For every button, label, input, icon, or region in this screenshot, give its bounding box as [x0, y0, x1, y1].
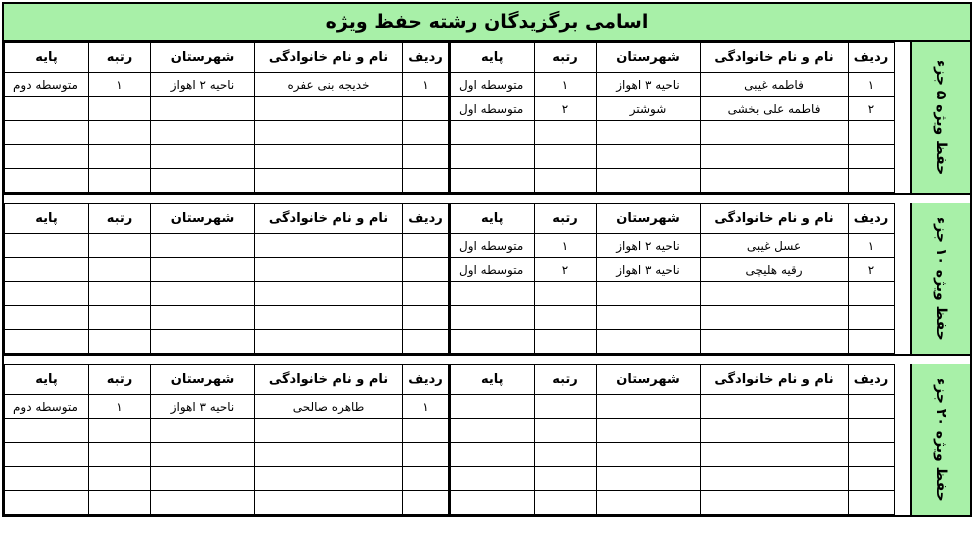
- table-row: [450, 395, 894, 419]
- table-row: [5, 282, 449, 306]
- section-separator: [2, 356, 972, 364]
- winners-table-left: [4, 364, 449, 515]
- cell-grade: [450, 169, 534, 193]
- cell-city: [151, 419, 255, 443]
- cell-grade: [5, 145, 89, 169]
- cell-city: [151, 169, 255, 193]
- cell-city: [151, 491, 255, 515]
- cell-city: ناحیه ۳ اهواز: [596, 73, 700, 97]
- cell-grade: [5, 169, 89, 193]
- section-label: حفظ ویژه ۲۰ جزء: [933, 377, 949, 502]
- cell-radif: [848, 169, 894, 193]
- cell-city: [596, 419, 700, 443]
- section-label: حفظ ویژه ۱۰ جزء: [933, 216, 949, 341]
- winners-table-right: [449, 203, 895, 354]
- cell-radif: ۲: [848, 258, 894, 282]
- cell-name: [255, 306, 403, 330]
- table-header-row: [450, 204, 894, 234]
- table-row: [5, 395, 449, 419]
- table-row: [450, 97, 894, 121]
- cell-radif: [403, 234, 449, 258]
- cell-radif: ۱: [403, 395, 449, 419]
- table-header-row: [450, 43, 894, 73]
- cell-grade: [450, 467, 534, 491]
- cell-grade: [5, 234, 89, 258]
- cell-grade: [5, 419, 89, 443]
- cell-name: [255, 121, 403, 145]
- cell-grade: [450, 395, 534, 419]
- section-3: [2, 364, 972, 517]
- cell-grade: متوسطه اول: [450, 73, 534, 97]
- cell-name: رقیه هلیچی: [700, 258, 848, 282]
- cell-name: [700, 169, 848, 193]
- table-row: [5, 73, 449, 97]
- cell-radif: [848, 145, 894, 169]
- table-row: [5, 234, 449, 258]
- cell-rank: [89, 97, 151, 121]
- cell-radif: [848, 491, 894, 515]
- section-tables: [4, 42, 910, 193]
- table-header-row: [5, 43, 449, 73]
- cell-rank: [89, 145, 151, 169]
- cell-radif: [403, 330, 449, 354]
- cell-radif: [403, 145, 449, 169]
- cell-grade: [5, 443, 89, 467]
- cell-grade: [5, 467, 89, 491]
- cell-grade: [5, 491, 89, 515]
- cell-radif: [403, 419, 449, 443]
- column-header-name: نام و نام خانوادگی: [700, 365, 848, 395]
- cell-grade: [450, 443, 534, 467]
- section-label-cell: [910, 203, 970, 354]
- cell-city: [151, 330, 255, 354]
- cell-name: [255, 443, 403, 467]
- column-header-name: نام و نام خانوادگی: [700, 43, 848, 73]
- cell-grade: [450, 121, 534, 145]
- table-row: [5, 145, 449, 169]
- column-header-radif: ردیف: [848, 43, 894, 73]
- cell-rank: [534, 330, 596, 354]
- cell-name: عسل غیبی: [700, 234, 848, 258]
- table-row: [5, 97, 449, 121]
- cell-city: ناحیه ۲ اهواز: [151, 73, 255, 97]
- column-header-grade: پایه: [450, 43, 534, 73]
- column-header-rank: رتبه: [534, 43, 596, 73]
- cell-grade: متوسطه اول: [450, 97, 534, 121]
- cell-radif: ۲: [848, 97, 894, 121]
- section-2: [2, 203, 972, 356]
- column-header-grade: پایه: [5, 204, 89, 234]
- column-header-grade: پایه: [5, 43, 89, 73]
- cell-radif: ۱: [848, 73, 894, 97]
- cell-radif: ۱: [403, 73, 449, 97]
- cell-name: [255, 145, 403, 169]
- cell-radif: [403, 306, 449, 330]
- cell-city: [596, 169, 700, 193]
- cell-name: [255, 467, 403, 491]
- cell-rank: [89, 467, 151, 491]
- cell-rank: ۱: [89, 73, 151, 97]
- column-header-name: نام و نام خانوادگی: [700, 204, 848, 234]
- table-header-row: [450, 365, 894, 395]
- cell-grade: [5, 282, 89, 306]
- table-row: [450, 419, 894, 443]
- cell-rank: ۲: [534, 258, 596, 282]
- column-header-radif: ردیف: [403, 365, 449, 395]
- winners-table-right: [449, 364, 895, 515]
- cell-radif: [403, 491, 449, 515]
- section-label-cell: [910, 364, 970, 515]
- table-row: [450, 306, 894, 330]
- cell-grade: [5, 97, 89, 121]
- table-row: [450, 169, 894, 193]
- cell-city: [151, 467, 255, 491]
- cell-name: [700, 282, 848, 306]
- column-header-grade: پایه: [450, 204, 534, 234]
- cell-radif: [848, 467, 894, 491]
- cell-grade: [5, 330, 89, 354]
- column-header-name: نام و نام خانوادگی: [255, 365, 403, 395]
- table-row: [450, 145, 894, 169]
- cell-name: [700, 145, 848, 169]
- cell-name: [255, 419, 403, 443]
- cell-city: [151, 234, 255, 258]
- winners-table-left: [4, 203, 449, 354]
- cell-city: [151, 282, 255, 306]
- cell-name: [700, 443, 848, 467]
- cell-rank: [534, 443, 596, 467]
- cell-name: [700, 467, 848, 491]
- cell-grade: متوسطه اول: [450, 258, 534, 282]
- cell-radif: [403, 169, 449, 193]
- column-header-radif: ردیف: [403, 43, 449, 73]
- cell-name: [700, 419, 848, 443]
- section-1: [2, 42, 972, 195]
- cell-name: [700, 306, 848, 330]
- column-header-grade: پایه: [450, 365, 534, 395]
- cell-city: [596, 121, 700, 145]
- table-row: [5, 330, 449, 354]
- cell-radif: [848, 121, 894, 145]
- cell-city: [151, 258, 255, 282]
- cell-name: [255, 169, 403, 193]
- cell-radif: [403, 121, 449, 145]
- column-header-rank: رتبه: [89, 365, 151, 395]
- cell-grade: [450, 306, 534, 330]
- cell-name: خدیجه بنی عفره: [255, 73, 403, 97]
- cell-rank: [534, 306, 596, 330]
- cell-radif: [403, 467, 449, 491]
- table-row: [450, 467, 894, 491]
- cell-name: [700, 121, 848, 145]
- cell-radif: [403, 97, 449, 121]
- section-separator: [2, 195, 972, 203]
- cell-city: [151, 97, 255, 121]
- column-header-city: شهرستان: [151, 365, 255, 395]
- column-header-city: شهرستان: [151, 43, 255, 73]
- table-row: [5, 169, 449, 193]
- cell-radif: [403, 258, 449, 282]
- cell-rank: ۱: [89, 395, 151, 419]
- cell-city: [151, 145, 255, 169]
- sections-container: [2, 42, 972, 517]
- column-header-city: شهرستان: [596, 204, 700, 234]
- cell-grade: [450, 491, 534, 515]
- cell-name: [255, 282, 403, 306]
- cell-name: [255, 491, 403, 515]
- section-tables: [4, 364, 910, 515]
- cell-radif: ۱: [848, 234, 894, 258]
- table-row: [450, 330, 894, 354]
- cell-city: [596, 330, 700, 354]
- cell-rank: [89, 443, 151, 467]
- cell-city: [596, 306, 700, 330]
- cell-city: [151, 306, 255, 330]
- cell-city: ناحیه ۲ اهواز: [596, 234, 700, 258]
- table-row: [5, 258, 449, 282]
- cell-radif: [848, 443, 894, 467]
- cell-rank: [534, 467, 596, 491]
- cell-city: [151, 121, 255, 145]
- cell-rank: [89, 282, 151, 306]
- cell-rank: [534, 419, 596, 443]
- winners-table-left: [4, 42, 449, 193]
- column-header-radif: ردیف: [848, 365, 894, 395]
- column-header-name: نام و نام خانوادگی: [255, 204, 403, 234]
- cell-radif: [403, 443, 449, 467]
- cell-name: [255, 234, 403, 258]
- cell-city: ناحیه ۳ اهواز: [596, 258, 700, 282]
- table-header-row: [5, 204, 449, 234]
- table-row: [450, 73, 894, 97]
- cell-rank: [534, 145, 596, 169]
- cell-name: [700, 395, 848, 419]
- cell-city: [596, 282, 700, 306]
- cell-city: [596, 491, 700, 515]
- table-row: [450, 282, 894, 306]
- cell-grade: [450, 282, 534, 306]
- cell-city: [596, 395, 700, 419]
- cell-name: [255, 97, 403, 121]
- cell-name: فاطمه علی بخشی: [700, 97, 848, 121]
- cell-radif: [848, 282, 894, 306]
- table-row: [450, 491, 894, 515]
- cell-city: [596, 467, 700, 491]
- column-header-city: شهرستان: [151, 204, 255, 234]
- section-label-cell: [910, 42, 970, 193]
- column-header-rank: رتبه: [89, 43, 151, 73]
- column-header-radif: ردیف: [848, 204, 894, 234]
- column-header-grade: پایه: [5, 365, 89, 395]
- cell-grade: [450, 330, 534, 354]
- cell-name: طاهره صالحی: [255, 395, 403, 419]
- cell-rank: [89, 330, 151, 354]
- cell-grade: [450, 419, 534, 443]
- cell-rank: [89, 258, 151, 282]
- column-header-rank: رتبه: [89, 204, 151, 234]
- cell-grade: [450, 145, 534, 169]
- table-row: [450, 443, 894, 467]
- cell-name: [700, 330, 848, 354]
- column-header-radif: ردیف: [403, 204, 449, 234]
- cell-city: [596, 443, 700, 467]
- cell-radif: [848, 419, 894, 443]
- column-header-city: شهرستان: [596, 365, 700, 395]
- column-header-rank: رتبه: [534, 365, 596, 395]
- cell-grade: [5, 258, 89, 282]
- cell-name: [255, 330, 403, 354]
- cell-rank: ۲: [534, 97, 596, 121]
- cell-rank: [89, 169, 151, 193]
- cell-city: شوشتر: [596, 97, 700, 121]
- cell-name: [700, 491, 848, 515]
- cell-grade: متوسطه دوم: [5, 395, 89, 419]
- cell-radif: [848, 395, 894, 419]
- table-row: [5, 121, 449, 145]
- page-title: اسامی برگزیدگان رشته حفظ ویژه: [2, 2, 972, 42]
- table-row: [450, 234, 894, 258]
- table-header-row: [5, 365, 449, 395]
- cell-rank: ۱: [534, 73, 596, 97]
- cell-grade: متوسطه دوم: [5, 73, 89, 97]
- cell-name: [255, 258, 403, 282]
- cell-name: فاطمه غیبی: [700, 73, 848, 97]
- table-row: [450, 121, 894, 145]
- document: [2, 2, 972, 517]
- cell-rank: [534, 121, 596, 145]
- table-row: [5, 306, 449, 330]
- cell-grade: [5, 121, 89, 145]
- cell-rank: [534, 169, 596, 193]
- table-row: [5, 467, 449, 491]
- cell-grade: متوسطه اول: [450, 234, 534, 258]
- cell-city: [151, 443, 255, 467]
- cell-rank: [89, 419, 151, 443]
- cell-city: [596, 145, 700, 169]
- table-row: [450, 258, 894, 282]
- column-header-rank: رتبه: [534, 204, 596, 234]
- section-label: حفظ ویژه ۵ جزء: [933, 59, 949, 176]
- column-header-name: نام و نام خانوادگی: [255, 43, 403, 73]
- cell-radif: [848, 330, 894, 354]
- cell-rank: ۱: [534, 234, 596, 258]
- cell-rank: [534, 491, 596, 515]
- cell-rank: [534, 395, 596, 419]
- cell-grade: [5, 306, 89, 330]
- cell-rank: [89, 121, 151, 145]
- winners-table-right: [449, 42, 895, 193]
- cell-city: ناحیه ۳ اهواز: [151, 395, 255, 419]
- table-row: [5, 419, 449, 443]
- table-row: [5, 491, 449, 515]
- section-tables: [4, 203, 910, 354]
- table-row: [5, 443, 449, 467]
- cell-rank: [89, 234, 151, 258]
- cell-radif: [403, 282, 449, 306]
- cell-rank: [89, 491, 151, 515]
- cell-rank: [89, 306, 151, 330]
- cell-radif: [848, 306, 894, 330]
- column-header-city: شهرستان: [596, 43, 700, 73]
- cell-rank: [534, 282, 596, 306]
